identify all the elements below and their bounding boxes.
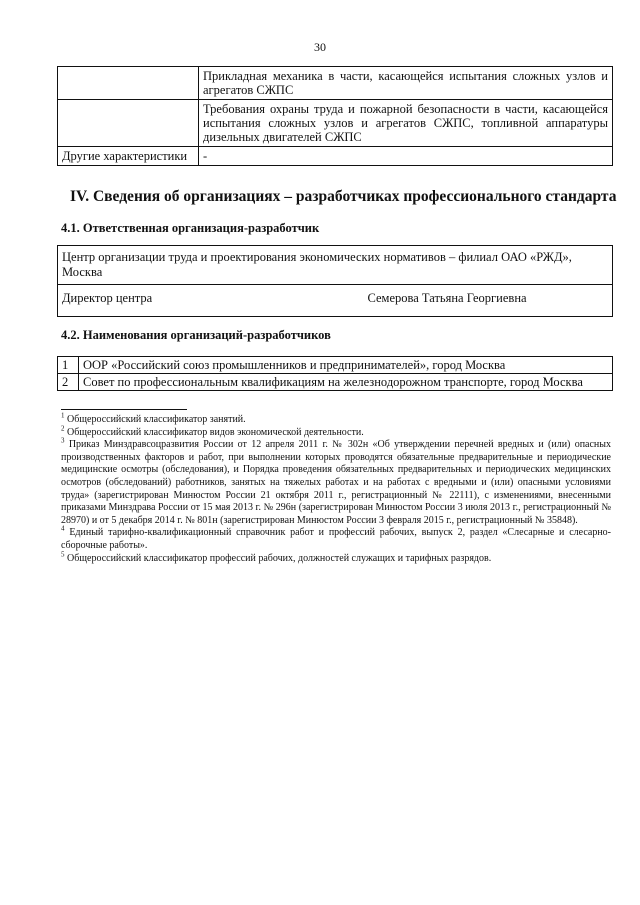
director-name: Семерова Татьяна Георгиевна	[367, 291, 527, 305]
footnote	[61, 411, 611, 427]
developer-name: Совет по профессиональным квалификациям на железнодорожном транспорте, город Москва	[79, 374, 613, 391]
footnote-mark: 1	[61, 411, 65, 420]
table-row	[58, 357, 613, 374]
table-row	[58, 374, 613, 391]
footnote-text: Единый тарифно-квалификационный справочник работ и профессий рабочих, выпуск 2, раздел «Слесарные и слесарно-сборочные работы».	[61, 527, 612, 551]
footnote-mark: 4	[61, 525, 65, 534]
footnote-mark: 3	[61, 436, 65, 445]
footnote-divider	[61, 409, 187, 410]
table-cell-label: Другие характеристики	[58, 147, 199, 166]
footnote-mark: 2	[61, 424, 65, 433]
row-number: 1	[58, 357, 79, 374]
footnote-text: Общероссийский классификатор видов экономической деятельности.	[67, 426, 364, 438]
footnote	[61, 424, 611, 440]
director-cell	[58, 285, 613, 317]
table-row	[58, 285, 613, 317]
table-row	[58, 67, 613, 100]
section-title: IV. Сведения об организациях – разработчиках профессионального стандарта	[70, 188, 617, 205]
row-number: 2	[58, 374, 79, 391]
director-title: Директор центра	[62, 291, 153, 305]
developers-table	[57, 356, 613, 391]
footnotes	[61, 411, 612, 565]
table-row	[58, 100, 613, 147]
table-cell: -	[199, 147, 613, 166]
footnote-text: Общероссийский классификатор профессий рабочих, должностей служащих и тарифных разрядов.	[67, 552, 492, 564]
table-cell-empty	[58, 100, 199, 147]
footnote	[61, 436, 611, 527]
footnote-text: Общероссийский классификатор занятий.	[67, 414, 246, 425]
table-cell: Требования охраны труда и пожарной безопасности в части, касающейся испытания сложных узлов и агрегатов СЖПС, топливной аппаратуры дизельных двигателей СЖПС	[199, 100, 613, 147]
characteristics-table	[57, 66, 613, 166]
subsection-title-developers: 4.2. Наименования организаций-разработчиков	[61, 328, 331, 342]
responsible-org-table	[57, 245, 613, 317]
page-number: 30	[314, 40, 326, 54]
table-cell: Прикладная механика в части, касающейся испытания сложных узлов и агрегатов СЖПС	[199, 67, 613, 100]
table-row	[58, 246, 613, 285]
footnote	[61, 550, 611, 566]
footnote-mark: 5	[61, 550, 65, 559]
subsection-title-responsible: 4.1. Ответственная организация-разработчик	[61, 221, 320, 235]
table-cell-empty	[58, 67, 199, 100]
footnote-text: Приказ Минздравсоцразвития России от 12 апреля 2011 г. № 302н «Об утверждении перечней вредных и (или) опасных производственных факторов и работ, при выполнении которых проводятся обязательные предварительные и периодические медицинские осмотры (обследования), и Порядка проведения обязательных предварительных и периодических медицинских осмотров (обследований) работников, занятых на тяжелых работах и на работах с вредными и (или) опасными условиями труда» (зарегистрирован Минюстом России 21 октября 2011 г., регистрационный № 22111), с изменениями, внесенными приказами Минздрава России от 15 мая 2013 г. № 296н (зарегистрирован Минюстом России 3 июля 2013 г., регистрационный № 28970) и от 5 декабря 2014 г. № 801н (зарегистрирован Минюстом России 3 февраля 2015 г., регистрационный № 35848).	[61, 439, 611, 526]
developer-name: ООР «Российский союз промышленников и предпринимателей», город Москва	[79, 357, 613, 374]
footnote	[61, 527, 611, 552]
org-name: Центр организации труда и проектирования экономических нормативов – филиал ОАО «РЖД», Москва	[58, 246, 613, 285]
table-row	[58, 147, 613, 166]
